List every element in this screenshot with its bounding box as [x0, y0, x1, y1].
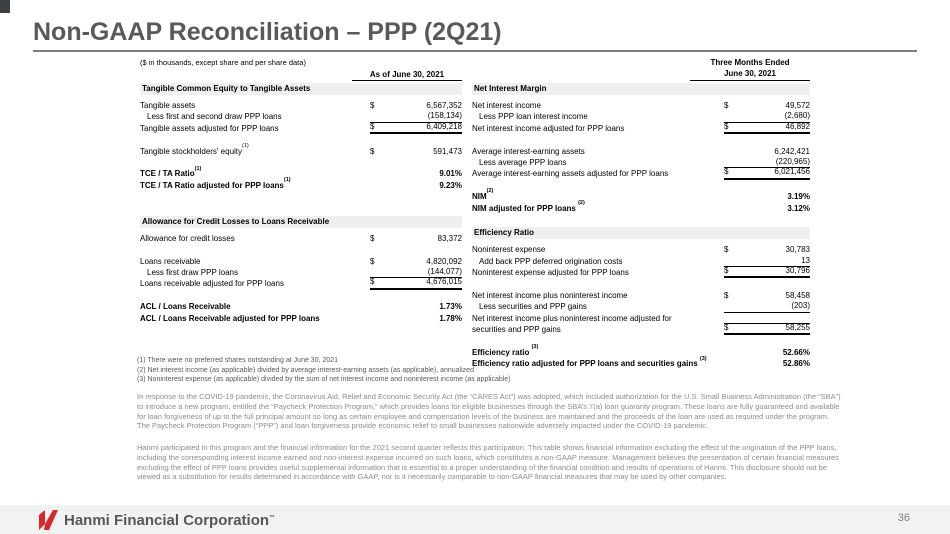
row-spacer	[140, 134, 462, 145]
row-value: 13	[801, 255, 810, 265]
units-note: ($ in thousands, except share and per share data)	[140, 58, 306, 67]
row-value: 52.86%	[782, 359, 810, 369]
dollar-sign: $	[370, 256, 375, 266]
row-label: Less PPP loan interest income	[479, 112, 588, 122]
row-spacer	[140, 157, 462, 168]
row-value: (158,134)	[427, 111, 462, 121]
table-row	[472, 324, 810, 335]
footnote-line: (2) Net interest income (as applicable) divided by average interest-earning assets (as applicable), annualized	[137, 366, 474, 374]
row-label: Net interest income plus noninterest income	[472, 290, 628, 300]
row-value-area	[724, 203, 810, 214]
row-label: Average interest-earning assets adjusted for PPP loans	[472, 169, 669, 179]
row-value: 46,892	[785, 121, 810, 131]
row-value: 58,458	[785, 290, 810, 300]
dollar-sign: $	[724, 100, 729, 110]
row-label: Noninterest expense	[472, 245, 546, 255]
row-label: Add back PPP deferred origination costs	[479, 256, 623, 266]
row-value: 4,676,015	[426, 277, 462, 287]
row-label: securities and PPP gains	[472, 325, 561, 335]
row-label: Noninterest expense adjusted for PPP loans	[472, 268, 629, 278]
table-row	[140, 142, 462, 157]
row-label: NIM adjusted for PPP loans $^{(2)}$	[472, 199, 585, 213]
title-divider	[33, 50, 917, 52]
row-value: 6,242,421	[774, 146, 810, 156]
right-column-header	[690, 57, 810, 81]
row-value-area	[370, 168, 462, 179]
dollar-sign: $	[370, 146, 375, 156]
left-column-header: As of June 30, 2021	[352, 69, 462, 81]
row-value: 3.19%	[787, 192, 810, 202]
footnote-line: (3) Noninterest expense (as applicable) divided by the sum of net interest income and noninterest income (as applicable)	[137, 376, 511, 383]
right-column-header-line1: Three Months Ended	[710, 58, 790, 67]
tangible-equity-table	[140, 57, 462, 324]
footnote-marker: (1)	[283, 177, 291, 184]
row-label: Tangible assets adjusted for PPP loans	[140, 123, 279, 133]
table-row	[472, 344, 810, 358]
dollar-sign: $	[370, 277, 375, 287]
row-spacer	[140, 290, 462, 301]
row-spacer	[140, 244, 462, 255]
dollar-sign: $	[724, 121, 729, 131]
row-label: ACL / Loans Receivable adjusted for PPP loans	[140, 313, 320, 323]
brand-lockup	[38, 509, 275, 531]
footnote-line: (1) There were no preferred shares outstanding at June 30, 2021	[137, 357, 339, 364]
row-value-area	[370, 146, 462, 157]
row-value: 6,021,456	[774, 167, 810, 177]
row-value: (203)	[791, 301, 810, 311]
row-label: Net interest income plus noninterest income adjusted for	[472, 313, 672, 323]
table-row	[140, 301, 462, 312]
hanmi-logo-icon	[38, 509, 59, 531]
row-value-area	[370, 276, 462, 289]
row-value-area	[724, 358, 810, 369]
dollar-sign: $	[724, 290, 729, 300]
row-value-area	[370, 313, 462, 324]
footer-bar	[0, 505, 950, 534]
row-label: Loans receivable adjusted for PPP loans	[140, 279, 284, 289]
section-header: Efficiency Ratio	[472, 227, 810, 239]
row-value: 591,473	[433, 146, 462, 156]
row-value-area	[724, 121, 810, 134]
row-value: (2,680)	[784, 111, 810, 121]
footnote-marker: (3)	[531, 344, 539, 351]
dollar-sign: $	[370, 100, 375, 110]
row-value-area	[370, 180, 462, 191]
dollar-sign: $	[724, 323, 729, 333]
row-label: Allowance for credit losses	[140, 233, 235, 243]
row-value: (220,965)	[775, 156, 810, 166]
cares-act-paragraph: In response to the COVID-19 pandemic, the Coronavirus Aid, Relief and Economic Security Act (the “CARES Act”) was adopted, which included authorization for the U.S. Small Business Administration (the “SBA”) to introduce a new program, entitled the “Paycheck Protection Program,” which provides loans for eligible businesses through the SBA’s 7(a) loan guaranty program. These loans are fully guaranteed and available for loan forgiveness of up to the full principal amount so long as certain employee and compensation levels of the business are maintained and the proceeds of the loan are used as required under the program. The Paycheck Protection Program (“PPP”) and loan forgiveness provide economic relief to small businesses nationwide adversely impacted under the COVID-19 pandemic.	[137, 392, 841, 431]
row-value: 52.66%	[782, 347, 810, 357]
row-value-area	[724, 347, 810, 358]
row-label: Efficiency ratio $^{(3)}$	[472, 344, 539, 357]
dollar-sign: $	[724, 266, 729, 276]
row-spacer	[140, 191, 462, 202]
row-label: Less securities and PPP gains	[479, 302, 587, 312]
row-label: ACL / Loans Receivable	[140, 302, 231, 312]
row-label: Net interest income	[472, 100, 541, 110]
row-spacer	[472, 180, 810, 191]
row-label: TCE / TA Ratio$^{(1)}$	[140, 165, 202, 179]
row-value: 30,796	[785, 266, 810, 276]
table-row	[140, 123, 462, 134]
row-value: 3.12%	[787, 203, 810, 213]
table-row	[472, 199, 810, 214]
row-value: 30,783	[785, 245, 810, 255]
left-table-body	[140, 83, 462, 324]
row-value: (144,077)	[427, 267, 462, 277]
row-value: 1.73%	[439, 302, 462, 312]
row-value: 9.01%	[439, 169, 462, 179]
right-table-body	[472, 83, 810, 370]
table-row	[472, 188, 810, 202]
table-row	[140, 233, 462, 244]
section-header: Tangible Common Equity to Tangible Assets	[140, 83, 462, 95]
row-value-area	[724, 265, 810, 278]
row-value-area	[724, 300, 810, 312]
row-spacer	[472, 214, 810, 225]
dollar-sign: $	[724, 167, 729, 177]
dollar-sign: $	[370, 121, 375, 131]
footnote-marker: (1)	[194, 165, 202, 172]
row-value: 9.23%	[439, 180, 462, 190]
right-column-header-line2: June 30, 2021	[723, 68, 777, 78]
table-row	[140, 313, 462, 324]
page-number: 36	[897, 512, 910, 524]
row-spacer	[472, 134, 810, 145]
row-label: Less average PPP loans	[479, 157, 567, 167]
row-label: Less first draw PPP loans	[147, 268, 239, 278]
brand-name: Hanmi Financial Corporation™	[64, 511, 276, 529]
row-label: Efficiency ratio adjusted for PPP loans and securities gains $^{(3)}$	[472, 355, 707, 369]
footnotes	[137, 356, 511, 385]
section-header: Net Interest Margin	[472, 83, 810, 95]
row-label: TCE / TA Ratio adjusted for PPP loans$^{(1)}$	[140, 177, 291, 190]
row-value-area	[724, 322, 810, 335]
row-spacer	[472, 278, 810, 289]
row-label: Average interest-earning assets	[472, 146, 585, 156]
dollar-sign: $	[370, 233, 375, 243]
row-spacer	[472, 335, 810, 346]
trademark-symbol: ™	[269, 514, 276, 521]
page-title: Non-GAAP Reconciliation – PPP (2Q21)	[33, 18, 502, 46]
row-value: 6,409,218	[426, 121, 462, 131]
table-row	[140, 278, 462, 289]
table-row	[472, 267, 810, 278]
row-value: 83,372	[437, 233, 462, 243]
footnote-marker: (2)	[486, 188, 494, 195]
row-label: Net interest income adjusted for PPP loans	[472, 123, 625, 133]
row-spacer	[140, 203, 462, 214]
footnote-marker: (2)	[578, 199, 585, 206]
row-label: Tangible stockholders' equity$^{(1)}$	[140, 142, 249, 156]
table-row	[472, 301, 810, 312]
row-value-area	[724, 191, 810, 202]
row-value: 6,567,352	[426, 100, 462, 110]
row-value-area	[370, 301, 462, 312]
net-interest-margin-table	[472, 57, 810, 370]
dollar-sign: $	[724, 245, 729, 255]
row-value-area	[724, 166, 810, 179]
row-value: 58,255	[785, 323, 810, 333]
row-value: 1.78%	[439, 313, 462, 323]
footnote-marker: (1)	[242, 142, 249, 149]
footnote-marker: (3)	[699, 355, 707, 362]
row-value: 49,572	[785, 100, 810, 110]
table-row	[472, 123, 810, 134]
row-label: Loans receivable	[140, 256, 201, 266]
table-row	[140, 177, 462, 191]
row-label: Tangible assets	[140, 100, 196, 110]
row-value-area	[370, 121, 462, 134]
row-value-area	[370, 233, 462, 244]
corner-accent-mark	[0, 0, 10, 13]
table-row	[472, 355, 810, 369]
row-label: Less first and second draw PPP loans	[147, 112, 282, 122]
table-row	[140, 165, 462, 179]
non-gaap-disclosure-paragraph: Hanmi participated in this program and the financial information for the 2021 second quarter reflects this participation. This table shows financial information excluding the effect of the origination of the PPP loans, including the corresponding interest income earned and non-interest expense incurred on such loans, which constitutes a non-GAAP measure. Management believes the presentation of certain financial measures excluding the effect of PPP loans provides useful supplemental information that is essential to a proper understanding of the financial condition and results of operations of Hanmi. This disclosure should not be viewed as a substitution for results determined in accordance with GAAP, nor is it necessarily comparable to non-GAAP financial measures that may be used by other companies.	[137, 443, 839, 482]
row-label: NIM$^{(2)}$	[472, 188, 494, 202]
section-header: Allowance for Credit Losses to Loans Receivable	[140, 216, 462, 228]
row-value: 4,820,092	[426, 256, 462, 266]
table-row	[472, 168, 810, 179]
